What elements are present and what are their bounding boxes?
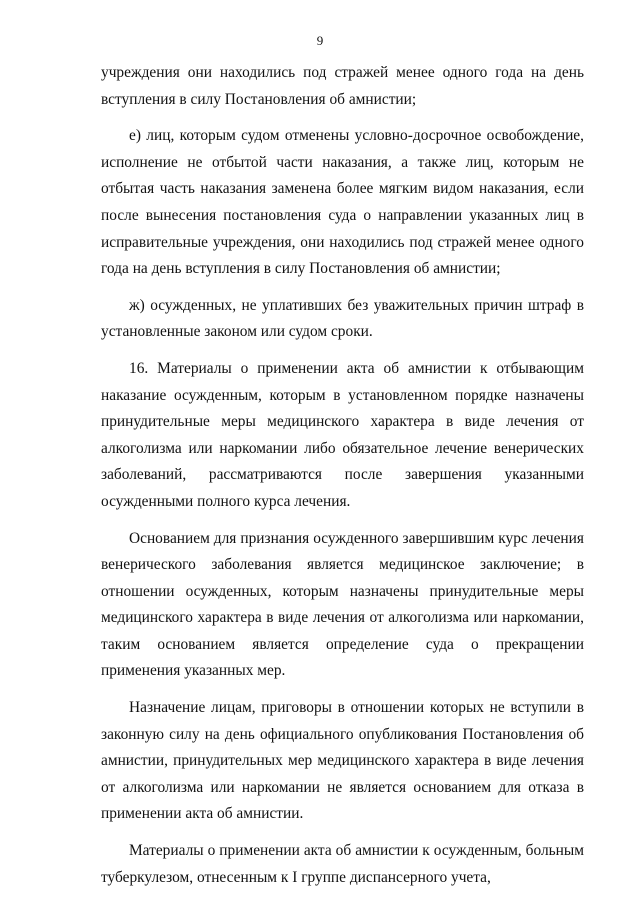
page-number: 9	[316, 33, 324, 48]
paragraph-basis-for-completion: Основанием для признания осужденного завершившим курс лечения венерического заболевания является медицинское заключение; в отношении осужденных, которым назначены принудительные меры медицинского характера в виде лечения от алкоголизма или наркомании, таким основанием является определение суда о прекращении применения указанных мер.	[101, 529, 584, 680]
document-body	[101, 60, 584, 891]
paragraph-tuberculosis: Материалы о применении акта об амнистии к осужденным, больным туберкулезом, отнесенным к I группе диспансерного учета,	[101, 842, 584, 886]
paragraph-assignment-of-measures: Назначение лицам, приговоры в отношении которых не вступили в законную силу на день официального опубликования Постановления об амнистии, принудительных мер медицинского характера в виде лечения от алкоголизма или наркомании не является основанием для отказа в применении акта об амнистии.	[101, 699, 584, 823]
paragraph-continuation: учреждения они находились под стражей менее одного года на день вступления в силу Постановления об амнистии;	[101, 64, 584, 108]
paragraph-item-zh: ж) осужденных, не уплативших без уважительных причин штраф в установленные законом или судом сроки.	[101, 296, 584, 341]
paragraph-section-16: 16. Материалы о применении акта об амнистии к отбывающим наказание осужденным, которым в установленном порядке назначены принудительные меры медицинского характера в виде лечения от алкоголизма или наркомании либо обязательное лечение венерических заболеваний, рассматриваются после завершения указанными осужденными полного курса лечения.	[101, 359, 584, 510]
paragraph-item-e: е) лиц, которым судом отменены условно-досрочное освобождение, исполнение не отбытой части наказания, а также лиц, которым не отбытая часть наказания заменена более мягким видом наказания, если после вынесения постановления суда о направлении указанных лиц в исправительные учреждения, они находились под стражей менее одного года на день вступления в силу Постановления об амнистии;	[101, 127, 584, 278]
